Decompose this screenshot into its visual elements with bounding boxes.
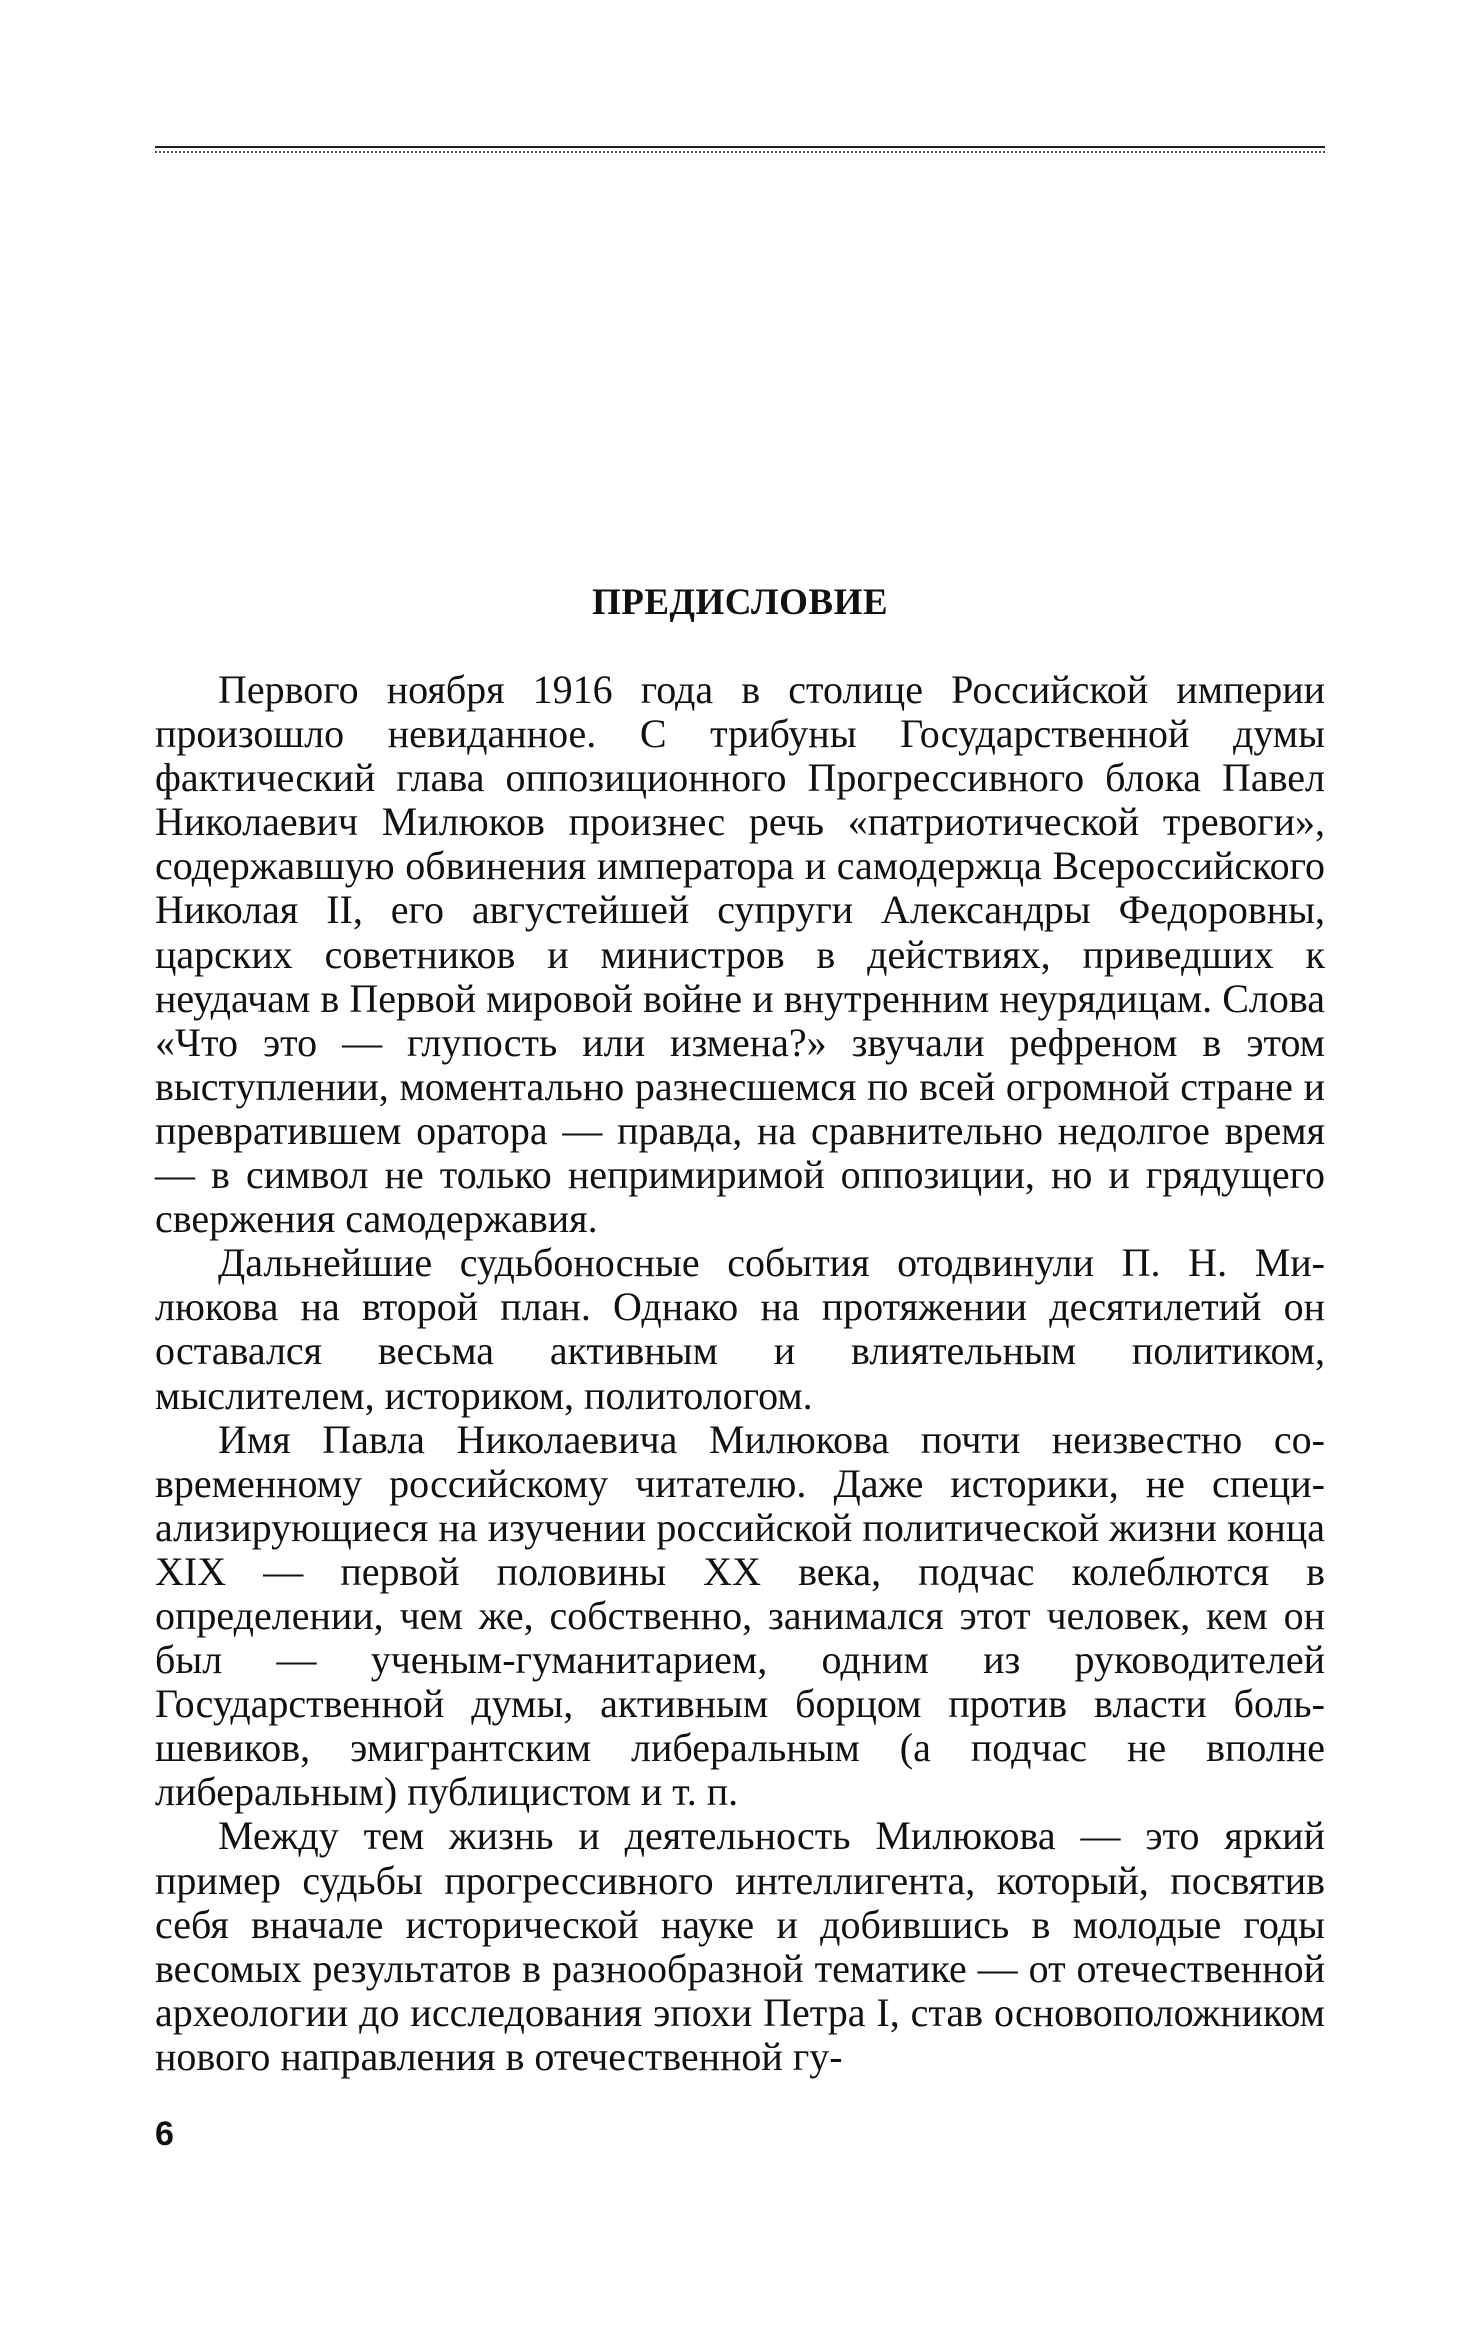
top-rule bbox=[155, 146, 1325, 154]
paragraph-1: Первого ноября 1916 года в столице Российской империи произошло невиданное. С трибуны Государственной думы фактический глава оппозиционного Прогрессивного блока Павел Николаевич Милюков произнес речь «патриотической тревоги», содержавшую обвинения императора и самодержца Всероссийского Николая II, его августейшей супруги Александры Федоровны, царских советников и министров в действиях, приведших к неудачам в Первой мировой войне и внутренним неурядицам. Слова «Что это — глупость или измена?» звучали рефреном в этом выступлении, моментально разнесшемся по всей огромной стране и превратившем оратора — правда, на сравнительно недолгое время — в символ не только непримиримой оппозиции, но и грядущего свержения самодержавия. bbox=[155, 667, 1325, 1242]
top-rule-dotted-line bbox=[155, 151, 1325, 153]
paragraph-2: Дальнейшие судьбоносные события отодвинули П. Н. Милюкова на второй план. Однако на протяжении десятилетий он оставался весьма активным и влиятельным политиком, мыслителем, историком, политологом. bbox=[155, 1240, 1325, 1418]
top-rule-solid-line bbox=[155, 146, 1325, 148]
paragraph-3: Имя Павла Николаевича Милюкова почти неизвестно современному российскому читателю. Даже историки, не специализирующиеся на изучении российской политической жизни конца XIX — первой половины XX века, подчас колеблются в определении, чем же, собственно, занимался этот человек, кем он был — ученым-гуманитарием, одним из руководителей Государственной думы, активным борцом против власти большевиков, эмигрантским либеральным (а подчас не вполне либеральным) публицистом и т. п. bbox=[155, 1416, 1325, 1815]
chapter-heading: ПРЕДИСЛОВИЕ bbox=[591, 582, 889, 623]
page-number: 6 bbox=[155, 2115, 174, 2153]
body-text bbox=[155, 668, 1325, 2079]
paragraph-4: Между тем жизнь и деятельность Милюкова — это яркий пример судьбы прогрессивного интеллигента, который, посвятив себя вначале исторической науке и добившись в молодые годы весомых результатов в разнообразной тематике — от отечественной археологии до исследования эпохи Петра I, став основоположником нового направления в отечественной гу- bbox=[155, 1813, 1325, 2079]
